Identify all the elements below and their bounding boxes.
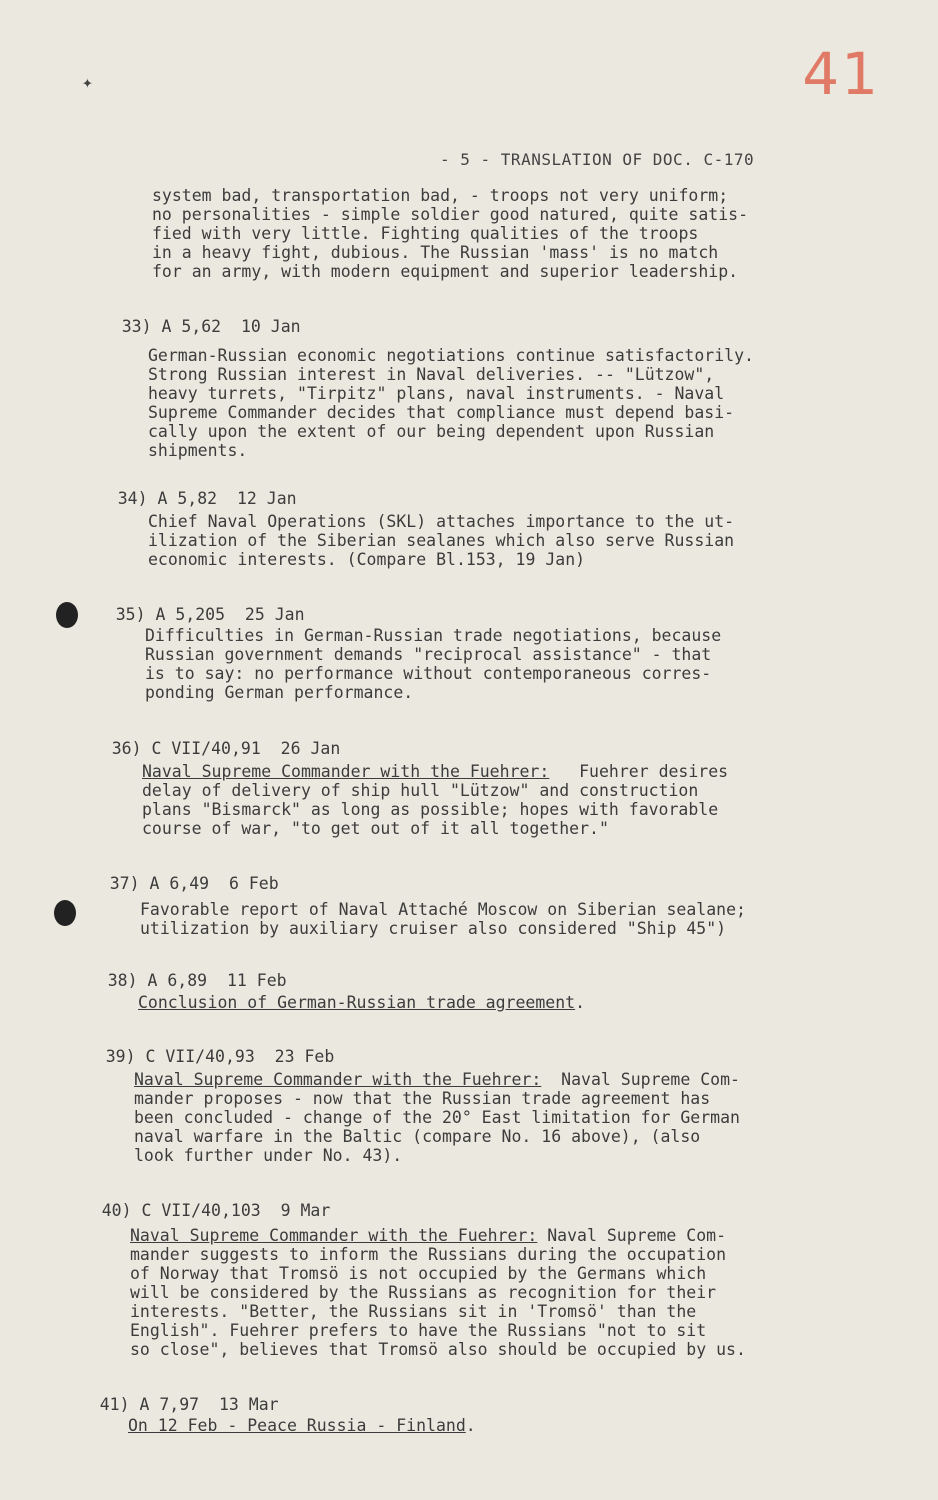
- body-text: .: [465, 1416, 476, 1435]
- entry-ref: A 5,62: [161, 317, 222, 336]
- entry-ref: A 5,205: [155, 605, 226, 624]
- entry-date: 13 Mar: [218, 1395, 279, 1414]
- handwritten-page-number: 41: [802, 40, 880, 108]
- entry-37-body: Favorable report of Naval Attaché Moscow on Siberian sealane; utilization by auxiliary cruiser also considered "Ship 45"): [140, 900, 746, 938]
- entry-ref: A 6,89: [147, 971, 208, 990]
- punch-hole: [54, 900, 76, 926]
- entry-ref: A 5,82: [157, 489, 218, 508]
- entry-41-body: [128, 1416, 476, 1435]
- body-underlined: Naval Supreme Commander with the Fuehrer:: [130, 1226, 538, 1245]
- body-text: .: [575, 993, 586, 1012]
- entry-number: 41): [99, 1395, 130, 1414]
- entry-36-body: [142, 762, 728, 838]
- entry-number: 40): [101, 1201, 132, 1220]
- body-text: Fuehrer desires delay of delivery of ship hull "Lützow" and construction plans "Bismarck" as long as possible; hopes with favorable course of war, "to get out of it all together.": [142, 762, 729, 838]
- entry-number: 34): [117, 489, 148, 508]
- entry-34-body: Chief Naval Operations (SKL) attaches importance to the ut- ilization of the Siberian sealanes which also serve Russian economic interests. (Compare Bl.153, 19 Jan): [148, 512, 735, 569]
- body-underlined: Naval Supreme Commander with the Fuehrer:: [134, 1070, 542, 1089]
- page-header: - 5 - TRANSLATION OF DOC. C-170: [440, 150, 755, 169]
- entry-number: 35): [115, 605, 146, 624]
- entry-ref: A 6,49: [149, 874, 210, 893]
- body-underlined: On 12 Feb - Peace Russia - Finland: [128, 1416, 466, 1435]
- entry-number: 36): [111, 739, 142, 758]
- entry-date: 12 Jan: [236, 489, 297, 508]
- entry-date: 9 Mar: [280, 1201, 331, 1220]
- entry-ref: C VII/40,91: [151, 739, 261, 758]
- entry-ref: C VII/40,103: [141, 1201, 261, 1220]
- body-text: Naval Supreme Com- mander suggests to inform the Russians during the occupation of Norway that Tromsö is not occupied by the Germans which will be considered by the Russians as recognition for their interests. "Better, the Russians sit in 'Tromsö' than the English". Fuehrer prefers to have the Russians "not to sit so close", believes that Tromsö also should be occupied by us.: [130, 1226, 746, 1359]
- entry-number: 37): [109, 874, 140, 893]
- punch-hole: [56, 602, 78, 628]
- entry-38-body: [138, 993, 585, 1012]
- entry-ref: A 7,97: [139, 1395, 200, 1414]
- intro-paragraph: system bad, transportation bad, - troops not very uniform; no personalities - simple soldier good natured, quite satis- fied with very little. Fighting qualities of the troops in a heavy fight, dubious. The Russian 'mass' is no match for an army, with modern equipment and superior leadership.: [152, 186, 749, 281]
- entry-number: 39): [105, 1047, 136, 1066]
- entry-39-body: [134, 1070, 740, 1165]
- entry-date: 23 Feb: [274, 1047, 335, 1066]
- entry-number: 38): [107, 971, 138, 990]
- entry-number: 33): [121, 317, 152, 336]
- body-underlined: Naval Supreme Commander with the Fuehrer:: [142, 762, 550, 781]
- body-text: Naval Supreme Com- mander proposes - now that the Russian trade agreement has been concluded - change of the 20° East limitation for German naval warfare in the Baltic (compare No. 16 above), (also look further under No. 43).: [134, 1070, 740, 1165]
- entry-ref: C VII/40,93: [145, 1047, 255, 1066]
- entry-date: 25 Jan: [244, 605, 305, 624]
- entry-date: 10 Jan: [240, 317, 301, 336]
- entry-date: 6 Feb: [228, 874, 279, 893]
- margin-mark: ✦: [82, 72, 93, 93]
- entry-35-body: Difficulties in German-Russian trade negotiations, because Russian government demands "reciprocal assistance" - that is to say: no performance without contemporaneous corres- ponding German performance.: [145, 626, 722, 702]
- entry-date: 11 Feb: [226, 971, 287, 990]
- entry-33-body: German-Russian economic negotiations continue satisfactorily. Strong Russian interest in Naval deliveries. -- "Lützow", heavy turrets, "Tirpitz" plans, naval instruments. - Naval Supreme Commander decides that compliance must depend basi- cally upon the extent of our being dependent upon Russian shipments.: [148, 346, 754, 460]
- entry-date: 26 Jan: [280, 739, 341, 758]
- entry-40-body: [130, 1226, 746, 1359]
- body-underlined: Conclusion of German-Russian trade agreement: [138, 993, 576, 1012]
